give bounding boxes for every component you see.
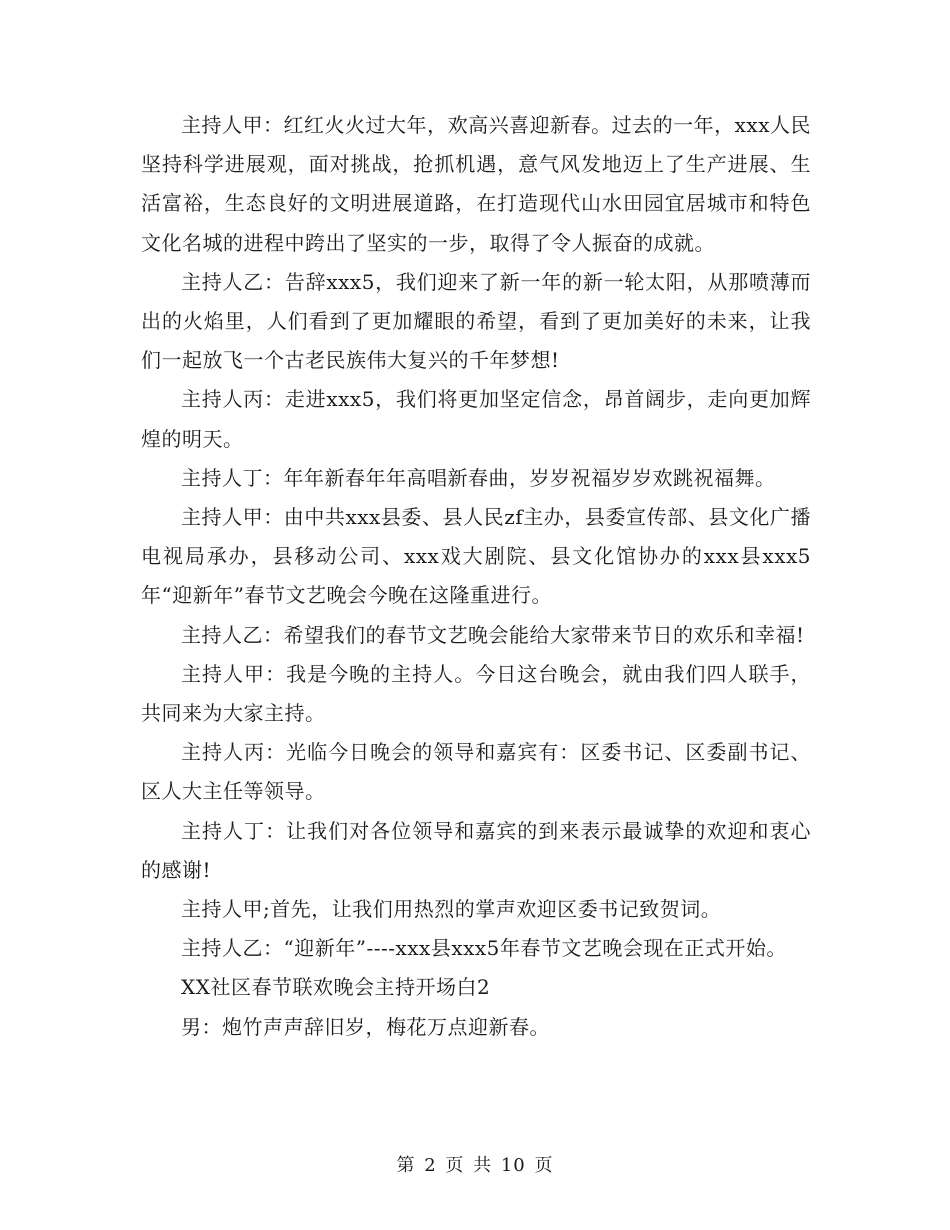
paragraph: 主持人甲：由中共xxx县委、县人民zf主办，县委宣传部、县文化广播电视局承办，县移动公司、xxx戏大剧院、县文化馆协办的xxx县xxx5年“迎新年”春节文艺晚会今晚在这隆重进行。 [141,505,811,608]
paragraph: 主持人乙：“迎新年”----xxx县xxx5年春节文艺晚会现在正式开始。 [181,936,787,961]
paragraph: 主持人乙：希望我们的春节文艺晚会能给大家带来节日的欢乐和幸福! [181,622,805,647]
paragraph: 主持人甲;首先，让我们用热烈的掌声欢迎区委书记致贺词。 [181,897,722,922]
section-heading: XX社区春节联欢晚会主持开场白2 [181,975,491,1000]
document-body [141,106,811,1047]
paragraph: 主持人丁：年年新春年年高唱新春曲，岁岁祝福岁岁欢跳祝福舞。 [181,465,776,490]
paragraph: 主持人丁：让我们对各位领导和嘉宾的到来表示最诚挚的欢迎和衷心的感谢! [141,818,811,882]
paragraph: 主持人甲：红红火火过大年，欢高兴喜迎新春。过去的一年，xxx人民坚持科学进展观，面对挑战，抢抓机遇，意气风发地迈上了生产进展、生活富裕，生态良好的文明进展道路，在打造现代山水田园宜居城市和特色文化名城的进程中跨出了坚实的一步，取得了令人振奋的成就。 [141,113,811,255]
paragraph: 男：炮竹声声辞旧岁，梅花万点迎新春。 [181,1014,550,1039]
page-number-footer: 第 2 页 共 10 页 [396,1155,554,1176]
paragraph: 主持人丙：走进xxx5，我们将更加坚定信念，昂首阔步，走向更加辉煌的明天。 [141,387,811,451]
paragraph: 主持人乙：告辞xxx5，我们迎来了新一年的新一轮太阳，从那喷薄而出的火焰里，人们看到了更加耀眼的希望，看到了更加美好的未来，让我们一起放飞一个古老民族伟大复兴的千年梦想! [141,269,811,373]
paragraph: 主持人甲：我是今晚的主持人。今日这台晚会，就由我们四人联手，共同来为大家主持。 [141,661,811,726]
paragraph: 主持人丙：光临今日晚会的领导和嘉宾有：区委书记、区委副书记、区人大主任等领导。 [141,740,811,804]
